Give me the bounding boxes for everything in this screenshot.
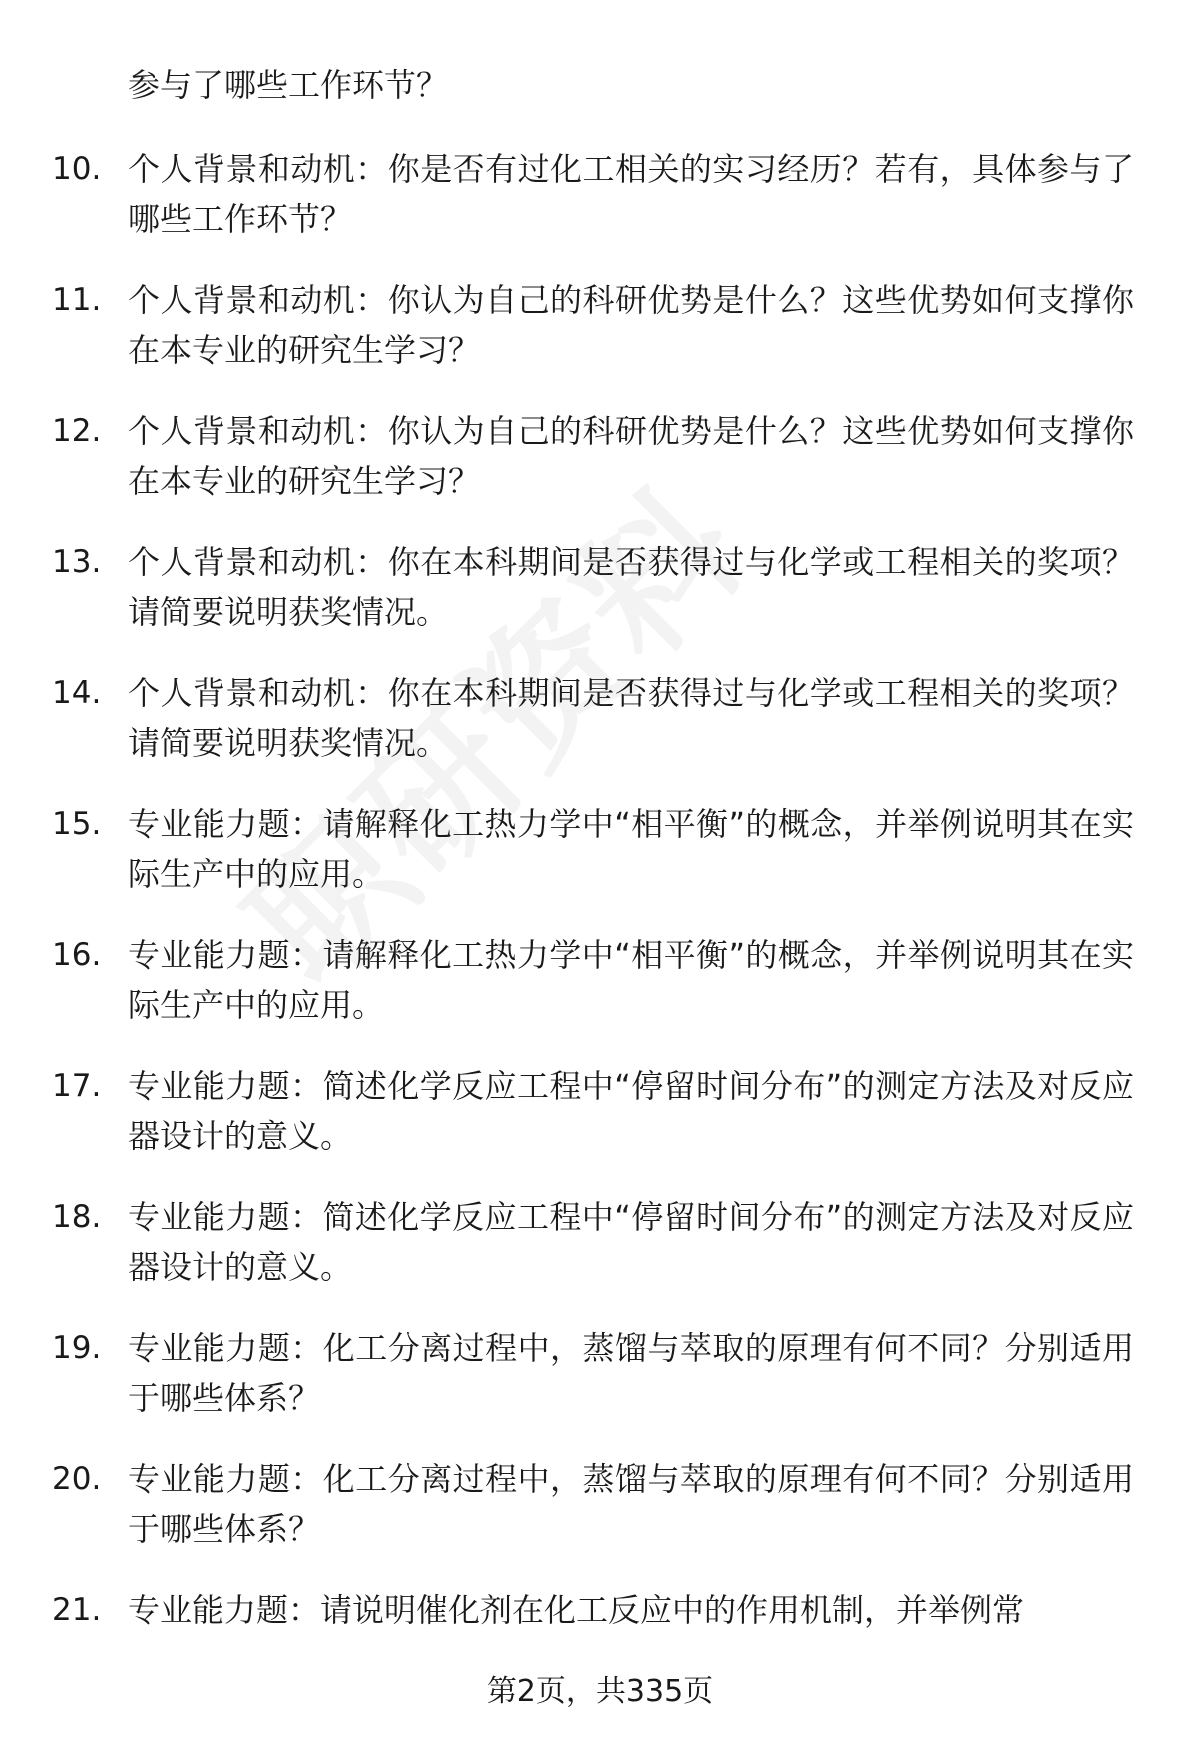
question-item <box>0 668 1200 768</box>
question-text: 专业能力题：化工分离过程中，蒸馏与萃取的原理有何不同？分别适用于哪些体系？ <box>128 1329 1134 1417</box>
question-item <box>0 1061 1200 1161</box>
question-number: 18. <box>52 1199 102 1235</box>
question-number: 13. <box>52 544 102 580</box>
question-text: 专业能力题：简述化学反应工程中“停留时间分布”的测定方法及对反应器设计的意义。 <box>128 1067 1134 1155</box>
question-number: 15. <box>52 806 102 842</box>
question-number: 10. <box>52 151 102 187</box>
question-text: 专业能力题：请解释化工热力学中“相平衡”的概念，并举例说明其在实际生产中的应用。 <box>128 936 1134 1024</box>
question-text: 个人背景和动机：你是否有过化工相关的实习经历？若有，具体参与了哪些工作环节？ <box>128 150 1134 238</box>
question-text: 专业能力题：请说明催化剂在化工反应中的作用机制，并举例常 <box>128 1591 1025 1629</box>
question-number: 17. <box>52 1068 102 1104</box>
question-text: 专业能力题：简述化学反应工程中“停留时间分布”的测定方法及对反应器设计的意义。 <box>128 1198 1134 1286</box>
question-item <box>0 406 1200 506</box>
question-list <box>0 60 1200 1666</box>
question-text: 个人背景和动机：你认为自己的科研优势是什么？这些优势如何支撑你在本专业的研究生学习？ <box>128 281 1134 369</box>
page-number-label: 第2页，共335页 <box>486 1674 714 1709</box>
question-item <box>0 537 1200 637</box>
question-item <box>0 60 1200 110</box>
question-item <box>0 144 1200 244</box>
question-text: 个人背景和动机：你在本科期间是否获得过与化学或工程相关的奖项？请简要说明获奖情况。 <box>128 674 1134 762</box>
question-item <box>0 1323 1200 1423</box>
question-item <box>0 1454 1200 1554</box>
question-item <box>0 799 1200 899</box>
question-text: 参与了哪些工作环节？ <box>128 66 449 104</box>
question-text: 个人背景和动机：你在本科期间是否获得过与化学或工程相关的奖项？请简要说明获奖情况。 <box>128 543 1134 631</box>
question-text: 个人背景和动机：你认为自己的科研优势是什么？这些优势如何支撑你在本专业的研究生学习？ <box>128 412 1134 500</box>
question-text: 专业能力题：请解释化工热力学中“相平衡”的概念，并举例说明其在实际生产中的应用。 <box>128 805 1134 893</box>
question-item <box>0 1192 1200 1292</box>
question-item <box>0 1585 1200 1635</box>
question-number: 11. <box>52 282 102 318</box>
page-footer <box>0 1672 1200 1712</box>
question-item <box>0 275 1200 375</box>
question-number: 21. <box>52 1592 102 1628</box>
question-number: 19. <box>52 1330 102 1366</box>
question-number: 14. <box>52 675 102 711</box>
question-item <box>0 930 1200 1030</box>
question-number: 16. <box>52 937 102 973</box>
question-number: 20. <box>52 1461 102 1497</box>
question-number: 12. <box>52 413 102 449</box>
question-text: 专业能力题：化工分离过程中，蒸馏与萃取的原理有何不同？分别适用于哪些体系？ <box>128 1460 1134 1548</box>
